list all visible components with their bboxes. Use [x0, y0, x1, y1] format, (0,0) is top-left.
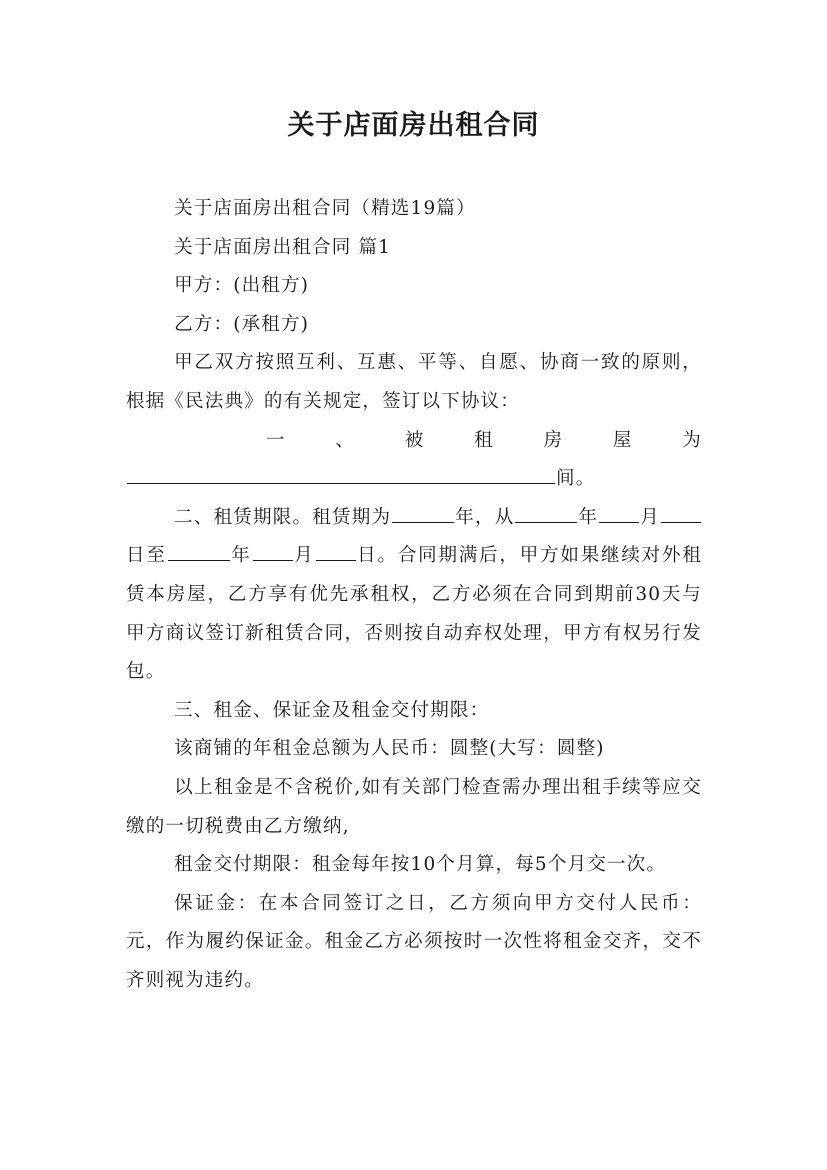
- fill-blank: [661, 502, 701, 522]
- clause-1-char: 为: [682, 429, 702, 451]
- clause-2-text: 月: [640, 506, 661, 528]
- clause-1-blank-line: [126, 460, 702, 499]
- clause-2-text: 年，从: [455, 506, 515, 528]
- clause-2-text: 二、租赁期限。租赁期为: [174, 506, 392, 528]
- party-b-line: 乙方：(承租方): [174, 313, 310, 335]
- fill-blank: [253, 541, 293, 561]
- clause-1-char: 一: [266, 429, 286, 451]
- fill-blank: [168, 541, 230, 561]
- fill-blank: [316, 541, 356, 561]
- fill-blank: [127, 464, 555, 484]
- deposit-paragraph: 保证金：在本合同签订之日，乙方须向甲方交付人民币：元，作为履约保证金。租金乙方必须按时一次性将租金交齐，交不齐则视为违约。: [126, 892, 702, 991]
- intro-paragraph: 甲乙双方按照互利、互惠、平等、自愿、协商一致的原则，根据《民法典》的有关规定，签订以下协议：: [126, 352, 702, 412]
- clause-1-end: 间。: [556, 468, 596, 490]
- clause-2-text: 年: [230, 545, 252, 567]
- fill-blank: [515, 502, 577, 522]
- clause-3-heading: 三、租金、保证金及租金交付期限：: [174, 699, 490, 721]
- document-body: [126, 190, 702, 1000]
- rent-total-line: 该商铺的年租金总额为人民币：圆整(大写：圆整): [174, 738, 605, 760]
- clause-1-char: 、: [335, 429, 356, 451]
- clause-1-char: 租: [474, 429, 494, 451]
- clause-1-char: 被: [404, 429, 425, 451]
- clause-2-text: 日。合同期满后，甲方如果继续对外租赁本房屋，乙方享有优先承租权，乙方必须在合同到期前30天与甲方商议签订新租赁合同，否则按自动弃权处理，甲方有权另行发包。: [126, 545, 703, 683]
- clause-1-char: 屋: [612, 429, 633, 451]
- subtitle-line: 关于店面房出租合同（精选19篇）: [174, 198, 476, 219]
- tax-paragraph: 以上租金是不含税价,如有关部门检查需办理出租手续等应交缴的一切税费由乙方缴纳,: [126, 776, 702, 837]
- document-title: 关于店面房出租合同: [287, 110, 540, 141]
- clause-2-text: 月: [293, 545, 315, 567]
- clause-1-char: 房: [543, 429, 564, 451]
- payment-terms-paragraph: 租金交付期限：租金每年按10个月算，每5个月交一次。: [174, 854, 667, 876]
- party-a-line: 甲方：(出租方): [174, 275, 310, 297]
- clause-2-paragraph: [126, 499, 702, 692]
- clause-2-text: 日至: [126, 545, 167, 567]
- clause-2-text: 年: [578, 506, 599, 528]
- clause-1-spread-line: [126, 422, 702, 461]
- fill-blank: [599, 502, 639, 522]
- fill-blank: [392, 502, 454, 522]
- section-heading: 关于店面房出租合同 篇1: [174, 236, 392, 258]
